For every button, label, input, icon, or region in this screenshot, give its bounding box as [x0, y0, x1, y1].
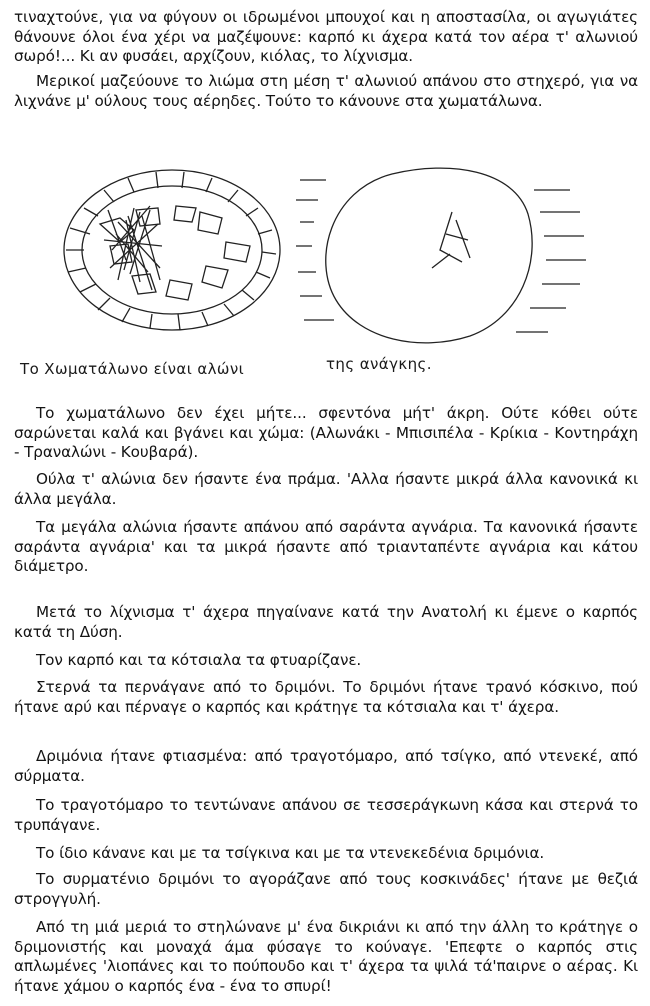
caption-left: Το Χωματάλωνο είναι αλώνι — [20, 360, 245, 378]
paragraph-13: Από τη μιά μεριά το στηλώνανε μ' ένα δικριάνι κι από την άλλη το κράτηγε ο δριμονιστής και μοναχά άμα φύσαγε το κούναγε. 'Επεφτε ο καρπός στις απλωμένες 'λιοπάνες και το πούπουδο και τ' άχερα τα ψιλά τά'παιρνε ο αέρας. Κι ήτανε χάμου ο καρπός ένα - ένα το σπυρί! — [14, 918, 638, 995]
paragraph-10: Το τραγοτόμαρο το τεντώνανε απάνου σε τεσσεράγκωνη κάσα και στερνά το τρυπάγανε. — [14, 796, 638, 834]
paragraph-4: Ούλα τ' αλώνια δεν ήσαντε ένα πράμα. 'Αλλα ήσαντε μικρά άλλα κανονικά κι άλλα μεγάλα. — [14, 470, 638, 508]
stone-threshing-floor-drawing — [64, 170, 280, 330]
hand-drawing — [0, 150, 650, 380]
paragraph-3: Το χωματάλωνο δεν έχει μήτε... σφεντόνα μήτ' άκρη. Ούτε κόθει ούτε σαρώνεται καλά και βγάνει και χώμα: (Αλωνάκι - Μπισιπέλα - Κρίκια - Κοντηράχη - Τραναλώνι - Κουβαρά). — [14, 404, 638, 462]
paragraph-5: Τα μεγάλα αλώνια ήσαντε απάνου από σαράντα αγνάρια. Τα κανονικά ήσαντε σαράντα αγνάρια' και τα μικρά ήσαντε από τριανταπέντε αγνάρια και κάτου διάμετρο. — [14, 518, 638, 576]
paragraph-1: τιναχτούνε, για να φύγουν οι ιδρωμένοι μπουχοί και η αποστασίλα, οι αγωγιάτες θάνουνε όλοι ένα χέρι να μαζέψουνε: καρπό κι άχερα κατά τον αέρα τ' αλωνιού σωρό!... Κι αν φυσάει, αρχίζουν, κιόλας, το λίχνισμα. — [14, 8, 638, 66]
paragraph-12: Το συρματένιο δριμόνι το αγοράζανε από τους κοσκινάδες' ήτανε με θεζιά στρογγυλή. — [14, 870, 638, 908]
earthen-threshing-floor-drawing — [296, 168, 586, 343]
paragraph-11: Το ίδιο κάνανε και με τα τσίγκινα και με τα ντενεκεδένια δριμόνια. — [36, 844, 545, 862]
paragraph-9: Δριμόνια ήτανε φτιασμένα: από τραγοτόμαρο, από τσίγκο, από ντενεκέ, από σύρματα. — [14, 747, 638, 785]
paragraph-7: Τον καρπό και τα κότσιαλα τα φτυαρίζανε. — [36, 651, 362, 669]
caption-right: της ανάγκης. — [326, 355, 432, 373]
paragraph-6: Μετά το λίχνισμα τ' άχερα πηγαίνανε κατά την Ανατολή κι έμενε ο καρπός κατά τη Δύση. — [14, 603, 638, 641]
paragraph-8: Στερνά τα περνάγανε από το δριμόνι. Το δριμόνι ήτανε τρανό κόσκινο, πού ήτανε αρύ και πέρναγε ο καρπός και κράτηγε τα κότσιαλα και τ' άχερα. — [14, 678, 638, 716]
threshing-floor-illustration — [0, 150, 650, 380]
paragraph-2: Μερικοί μαζεύουνε το λιώμα στη μέση τ' αλωνιού απάνου στο στηχερό, για να λιχνάνε μ' ούλους τους αέρηδες. Τούτο το κάνουνε στα χωματάλωνα. — [14, 72, 638, 110]
